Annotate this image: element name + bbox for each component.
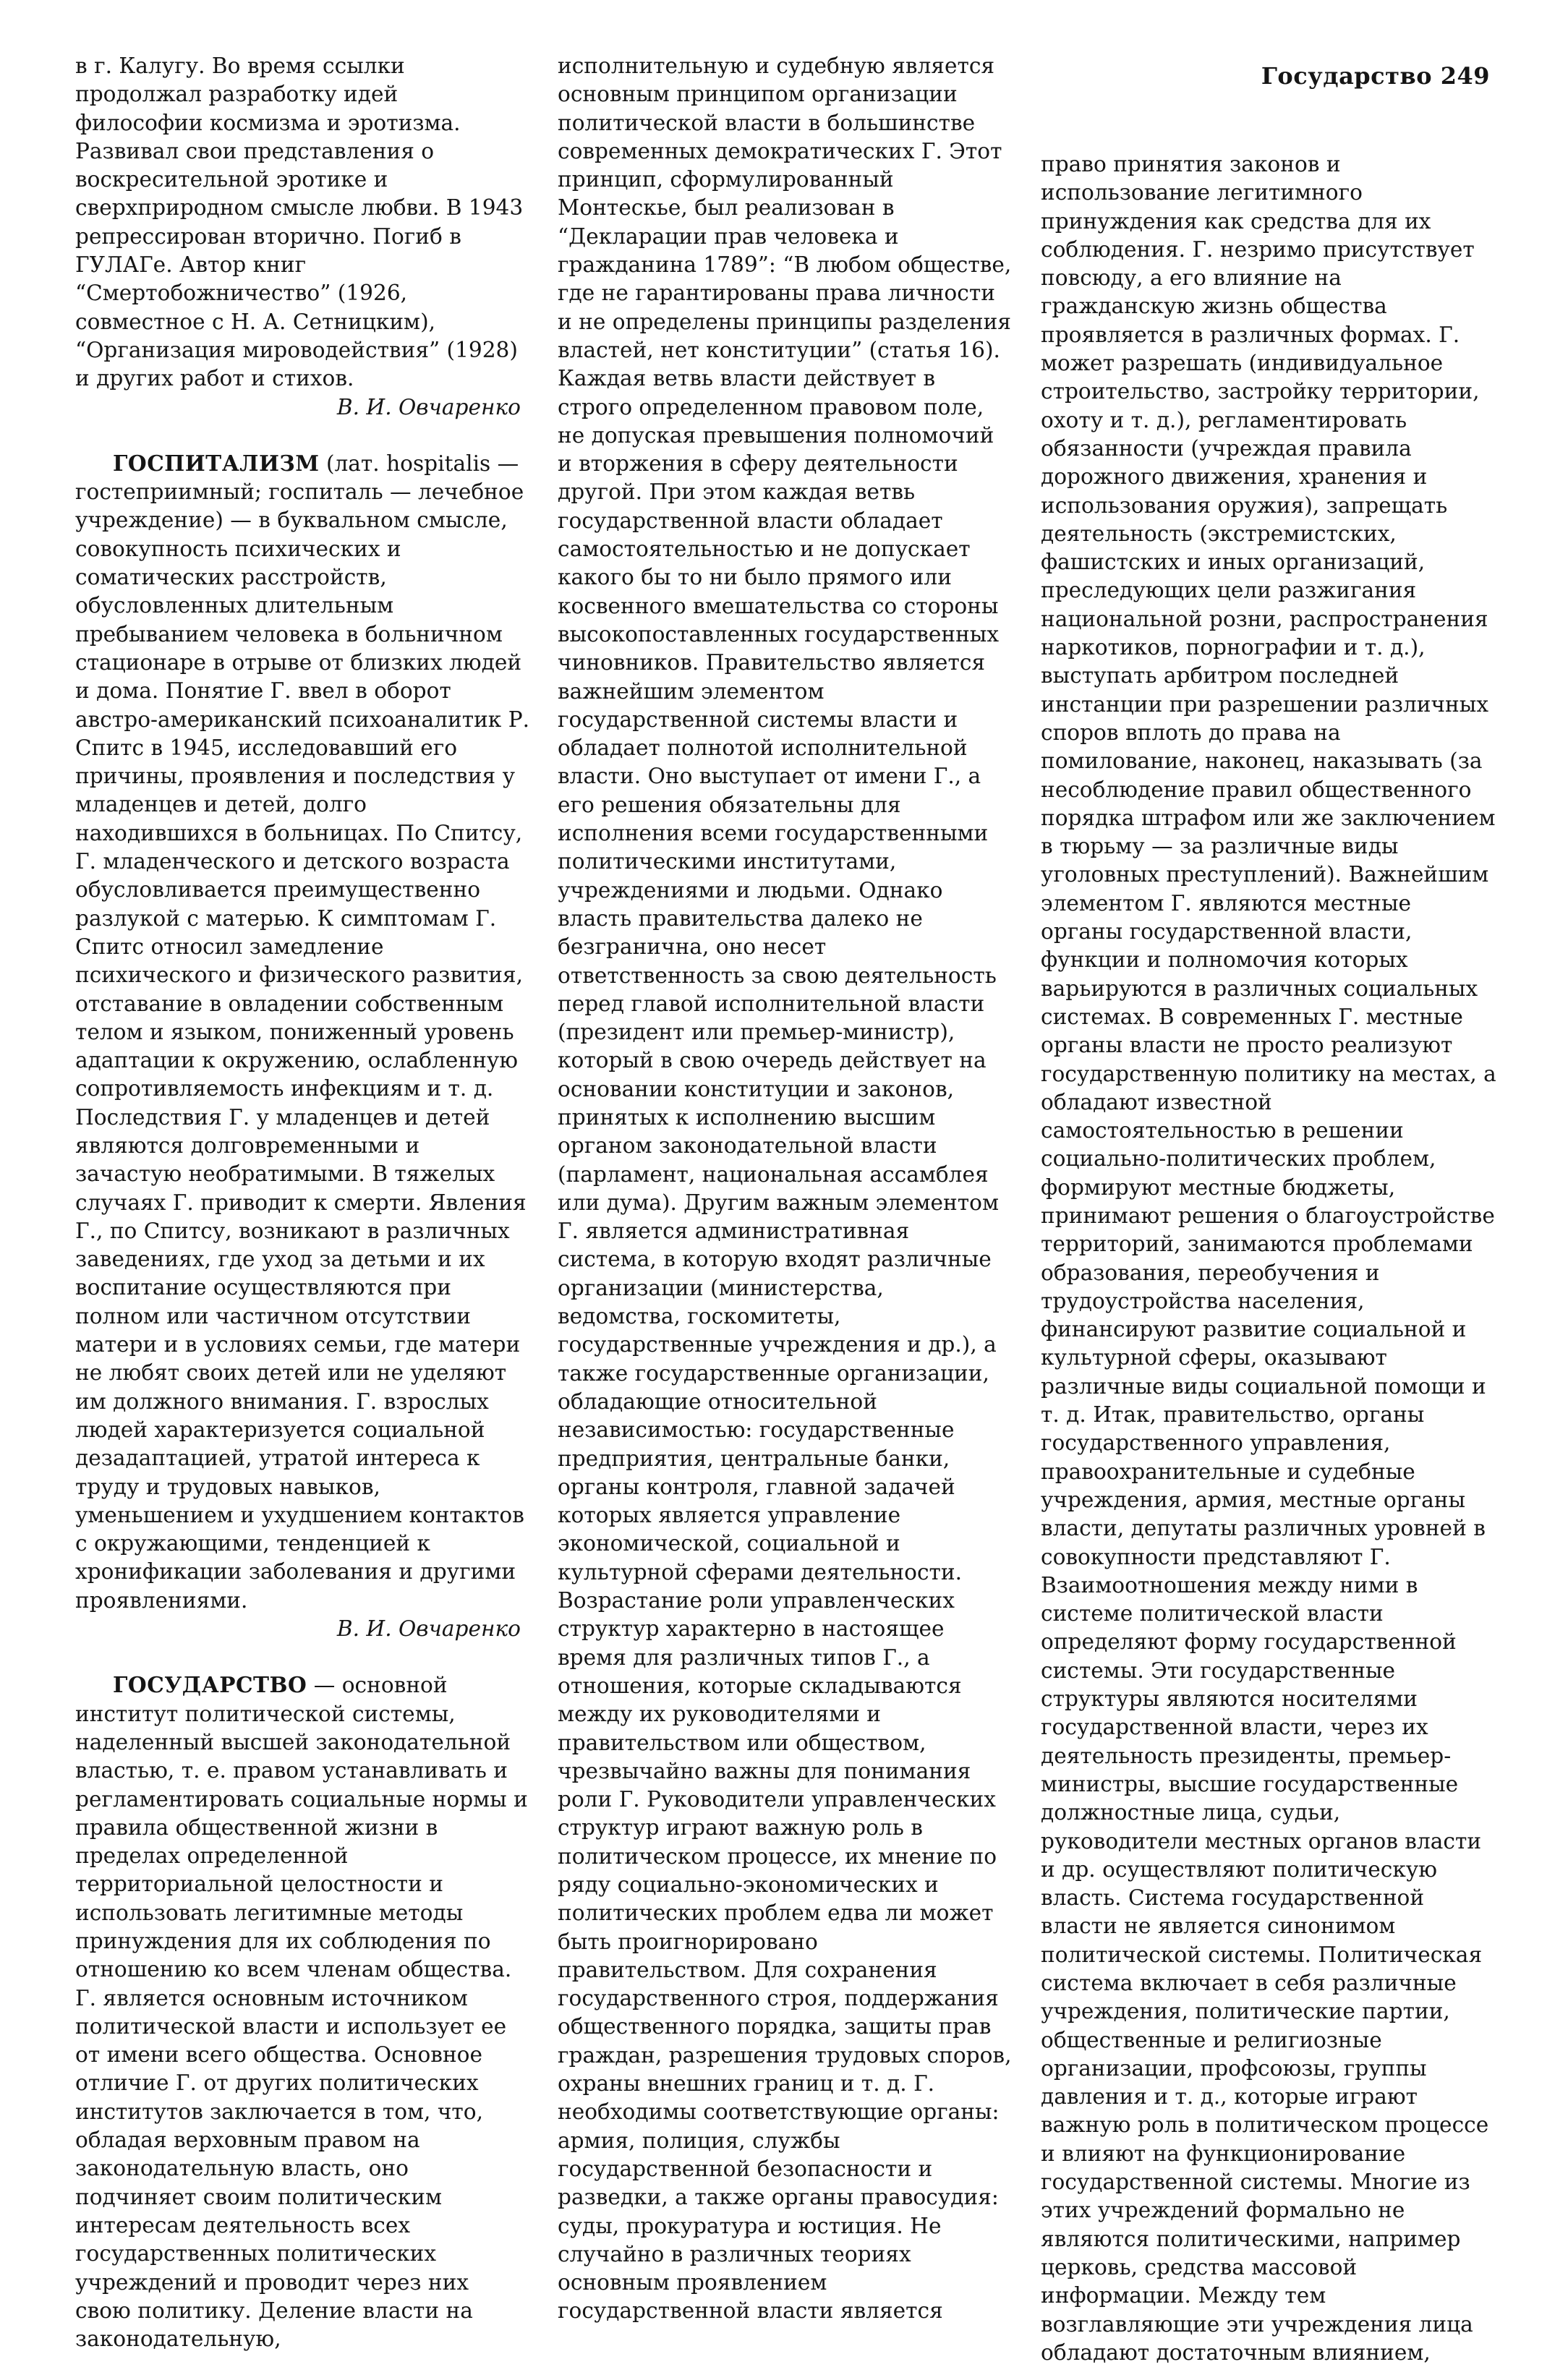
column-right: [1041, 150, 1496, 2365]
running-head: Государство 249: [1261, 62, 1490, 90]
entry-state-text-right: право принятия законов и использование легитимного принуждения как средства для их соблюдения. Г. незримо присутствует повсюду, а его влияние на гражданскую жизнь общества проявляется в различных формах. Г. может разрешать (индивидуальное строительство, застройку территории, охоту и т. д.), регламентировать обязанности (учреждая правила дорожного движения, хранения и использования оружия), запрещать деятельность (экстремистских, фашистских и иных организаций, преследующих цели разжигания национальной розни, распространения наркотиков, порнографии и т. д.), выступать арбитром последней инстанции при разрешении различных споров вплоть до права на помилование, наконец, наказывать (за несоблюдение правил общественного порядка штрафом или же заключением в тюрьму — за различные виды уголовных преступлений). Важнейшим элементом Г. являются местные органы государственной власти, функции и полномочия которых варьируются в различных социальных системах. В современных Г. местные органы власти не просто реализуют государственную политику на местах, а обладают известной самостоятельностью в решении социально-политических проблем, формируют местные бюджеты, принимают решения о благоустройстве территорий, занимаются проблемами образования, переобучения и трудоустройства населения, финансируют развитие социальной и культурной сферы, оказывают различные виды социальной помощи и т. д. Итак, правительство, органы государственного управления, правоохранительные и судебные учреждения, армия, местные органы власти, депутаты различных уровней в совокупности представляют Г. Взаимоотношения между ними в системе политической власти определяют форму государственной системы. Эти государственные структуры являются носителями государственной власти, через их деятельность президенты, премьер-министры, высшие государственные должностные лица, судьи, руководители местных органов власти и др. осуществляют политическую власть. Система государственной власти не является синонимом политической системы. Политическая система включает в себя различные учреждения, политические партии, общественные и религиозные организации, профсоюзы, группы давления и т. д., которые играют важную роль в политическом процессе и влияют на функционирование государственной системы. Многие из этих учреждений формально не являются политическими, например церковь, средства массовой информации. Между тем возглавляющие эти учреждения лица обладают достаточным влиянием,: [1041, 152, 1496, 2365]
entry-state-text-middle: исполнительную и судебную является основным принципом организации политической власти в большинстве современных демократических Г. Этот принцип, сформулированный Монтескье, был реализован в “Декларации прав человека и гражданина 1789”: “В любом обществе, где не гарантированы права личности и не определены принципы разделения властей, нет конституции” (статья 16). Каждая ветвь власти действует в строго определенном правовом поле, не допуская превышения полномочий и вторжения в сферу деятельности другой. При этом каждая ветвь государственной власти обладает самостоятельностью и не допускает какого бы то ни было прямого или косвенного вмешательства со стороны высокопоставленных государственных чиновников. Правительство является важнейшим элементом государственной системы власти и обладает полнотой исполнительной власти. Оно выступает от имени Г., а его решения обязательны для исполнения всеми государственными политическими институтами, учреждениями и людьми. Однако власть правительства далеко не безгранична, оно несет ответственность за свою деятельность перед главой исполнительной власти (президент или премьер-министр), который в свою очередь действует на основании конституции и законов, принятых к исполнению высшим органом законодательной власти (парламент, национальная ассамблея или дума). Другим важным элементом Г. является административная система, в которую входят различные организации (министерства, ведомства, госкомитеты, государственные учреждения и др.), а также государственные организации, обладающие относительной независимостью: государственные предприятия, центральные банки, органы контроля, главной задачей которых является управление экономической, социальной и культурной сферами деятельности. Возрастание роли управленческих структур характерно в настоящее время для различных типов Г., а отношения, которые складываются между их руководителями и правительством или обществом, чрезвычайно важны для понимания роли Г. Руководители управленческих структур играют важную роль в политическом процессе, их мнение по ряду социально-экономических и политических проблем едва ли может быть проигнорировано правительством. Для сохранения государственного строя, поддержания общественного порядка, защиты прав граждан, разрешения трудовых споров, охраны внешних границ и т. д. Г. необходимы соответствующие органы: армия, полиция, службы государственной безопасности и разведки, а также органы правосудия: суды, прокуратура и юстиция. Не случайно в различных теориях основным проявлением государственной власти является: [558, 54, 1012, 2324]
headword-hospitalism: ГОСПИТАЛИЗМ: [113, 450, 320, 476]
entry-state-body: [75, 1671, 531, 2353]
entry-hospitalism-text: (лат. hospitalis — гостеприимный; госпиталь — лечебное учреждение) — в буквальном смысле, совокупность психических и соматических расстройств, обусловленных длительным пребыванием человека в больничном стационаре в отрыве от близких людей и дома. Понятие Г. ввел в оборот австро-американский психоаналитик Р. Спитс в 1945, исследовавший его причины, проявления и последствия у младенцев и детей, долго находившихся в больницах. По Спитсу, Г. младенческого и детского возраста обусловливается преимущественно разлукой с матерью. К симптомам Г. Спитс относил замедление психического и физического развития, отставание в овладении собственным телом и языком, пониженный уровень адаптации к окружению, ослабленную сопротивляемость инфекциям и т. д. Последствия Г. у младенцев и детей являются долговременными и зачастую необратимыми. В тяжелых случаях Г. приводит к смерти. Явления Г., по Спитсу, возникают в различных заведениях, где уход за детьми и их воспитание осуществляются при полном или частичном отсутствии матери и в условиях семьи, где матери не любят своих детей или не уделяют им должного внимания. Г. взрослых людей характеризуется социальной дезадаптацией, утратой интереса к труду и трудовых навыков, уменьшением и ухудшением контактов с окружающими, тенденцией к хронификации заболевания и другими проявлениями.: [75, 451, 530, 1613]
column-middle: [558, 52, 1013, 2324]
entry-hospitalism-author: В. И. Овчаренко: [336, 1616, 521, 1642]
entry-hospitalism: [75, 449, 531, 1643]
entry-state-text-start: — основной институт политической системы, наделенный высшей законодательной властью, т. е. правом устанавливать и регламентировать социальные нормы и правила общественной жизни в пределах определенной территориальной целостности и использовать легитимные методы принуждения для их соблюдения по отношению ко всем членам общества. Г. является основным источником политической власти и использует ее от имени всего общества. Основное отличие Г. от других политических институтов заключается в том, что, обладая верховным правом на законодательную власть, оно подчиняет своим политическим интересам деятельность всех государственных политических учреждений и проводит через них свою политику. Деление власти на законодательную,: [75, 1673, 528, 2352]
entry-hospitalism-body: [75, 449, 531, 1615]
column-left: [75, 52, 531, 2352]
entry-state: [75, 1671, 531, 2353]
entry-author-signature: В. И. Овчаренко: [336, 394, 521, 419]
headword-state: ГОСУДАРСТВО: [113, 1672, 307, 1698]
entry-continuation-text: в г. Калугу. Во время ссылки продолжал разработку идей философии космизма и эротизма. Развивал свои представления о воскресительной эротике и сверхприродном смысле любви. В 1943 репрессирован вторично. Погиб в ГУЛАГе. Автор книг “Смертобожничество” (1926, совместное с Н. А. Сетницким), “Организация мироводействия” (1928) и других работ и стихов.: [75, 54, 524, 391]
